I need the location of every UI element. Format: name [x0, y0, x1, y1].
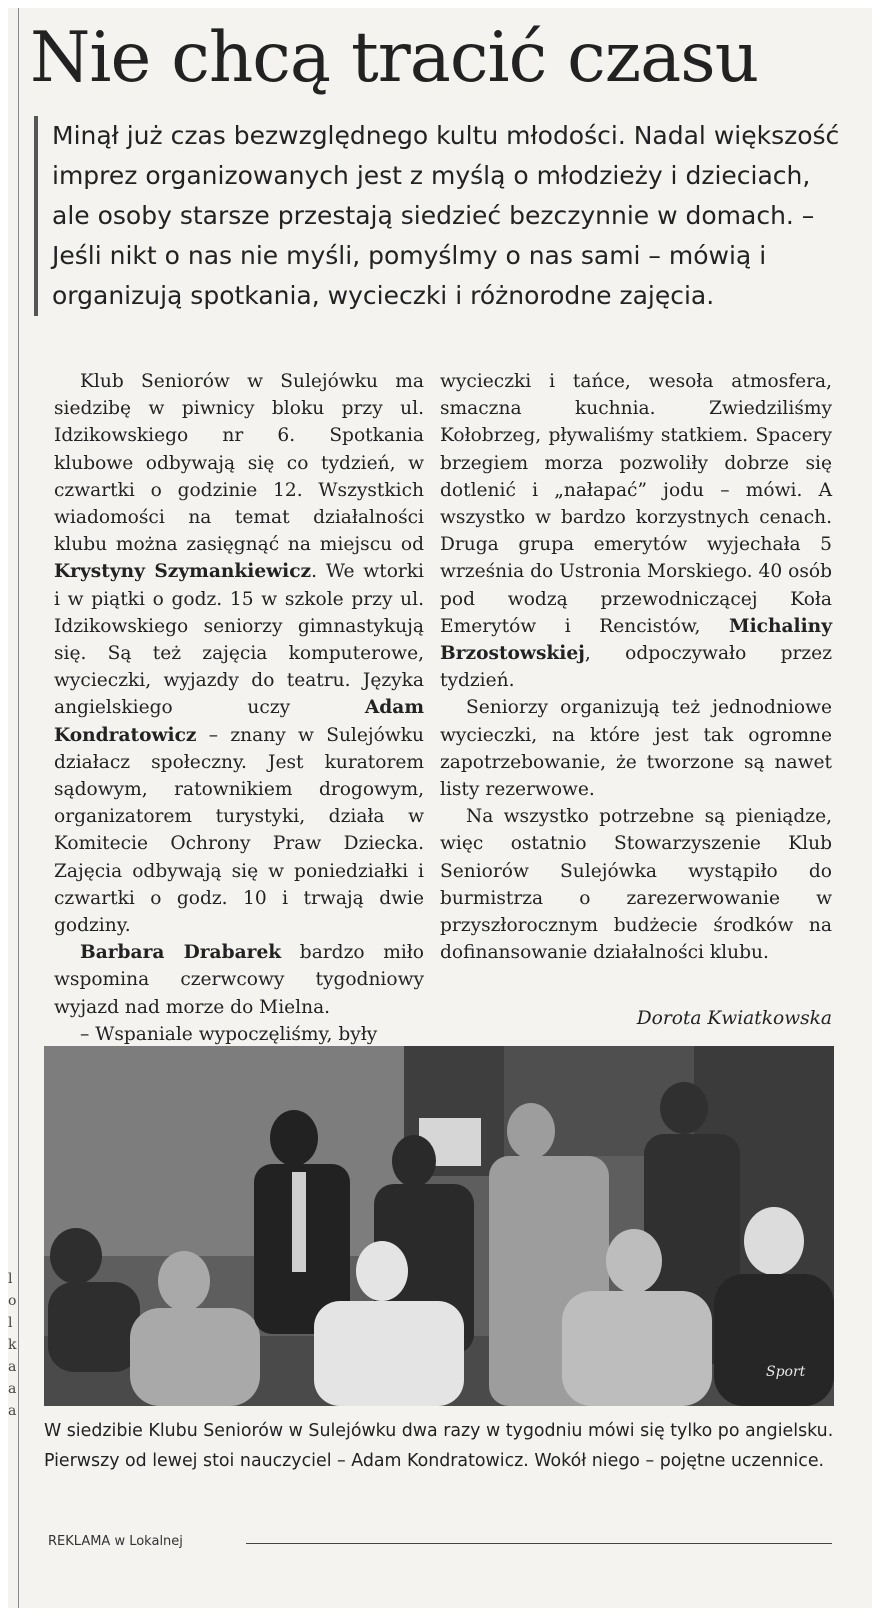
shirt-print: Sport	[766, 1364, 806, 1380]
article-photo	[44, 1046, 834, 1406]
article-column-right	[440, 368, 832, 966]
edge-letter: a	[8, 1403, 17, 1419]
photo-caption: W siedzibie Klubu Seniorów w Sulejówku dwa razy w tygodniu mówi się tylko po angielsku. Pierwszy od lewej stoi nauczyciel – Adam Kondratowicz. Wokół niego – pojętne uczennice.	[44, 1421, 834, 1471]
paragraph: Seniorzy organizują też jednodniowe wycieczki, na które jest tak ogromne zapotrzebowanie, że tworzone są nawet listy rezerwowe.	[440, 697, 832, 801]
footer-label: REKLAMA w Lokalnej	[48, 1534, 183, 1549]
edge-letter: k	[8, 1337, 17, 1353]
article-lead: Minął już czas bezwzględnego kultu młodości. Nadal większość imprez organizowanych jest z myślą o młodzieży i dzieciach, ale osoby starsze przestają siedzieć bezczynnie w domach. – Jeśli nikt o nas nie myśli, pomyślmy o nas sami – mówią i organizują spotkania, wycieczki i różnorodne zajęcia.	[34, 116, 842, 316]
photo-illustration	[44, 1046, 834, 1406]
person-name: Adam Kondratowicz	[54, 697, 424, 746]
paragraph: wycieczki i tańce, wesoła atmosfera, smaczna kuchnia. Zwiedziliśmy Kołobrzeg, pływaliśmy statkiem. Spacery brzegiem morza pozwoliły dobrze się dotlenić i „nałapać” jodu – mówi. A wszystko w bardzo korzystnych cenach. Druga grupa emerytów wyjechała 5 września do Ustronia Morskiego. 40 osób pod wodzą przewodniczącej Koła Emerytów i Rencistów, Michaliny Brzostowskiej, odpoczywało przez tydzień.	[440, 371, 832, 692]
person-name: Michaliny Brzostowskiej	[440, 615, 832, 665]
footer-rule	[246, 1543, 832, 1544]
edge-letter: l	[8, 1315, 13, 1331]
article-headline: Nie chcą tracić czasu	[30, 18, 759, 98]
author-byline: Dorota Kwiatkowska	[636, 1008, 832, 1029]
paragraph: Barbara Drabarek bardzo miło wspomina czerwcowy tygodniowy wyjazd nad morze do Mielna.	[54, 942, 424, 1018]
person-name: Barbara Drabarek	[80, 942, 282, 964]
article-column-left	[54, 368, 424, 1048]
paragraph: Na wszystko potrzebne są pieniądze, więc ostatnio Stowarzyszenie Klub Seniorów Sulejówka wystąpiło do burmistrza o zarezerwowanie w przyszłorocznym budżecie środków na dofinansowanie działalności klubu.	[440, 806, 832, 964]
adjacent-column-fragment	[8, 1268, 18, 1422]
edge-letter: o	[8, 1293, 17, 1309]
paragraph: Klub Seniorów w Sulejówku ma siedzibę w piwnicy bloku przy ul. Idzikowskiego nr 6. Spotkania klubowe odbywają się co tydzień, w czwartki o godzinie 12. Wszystkich wiadomości na temat działalności klubu można zasięgnąć na miejscu od Krystyny Szymankiewicz. We wtorki i w piątki o godz. 15 w szkole przy ul. Idzikowskiego seniorzy gimnastykują się. Są też zajęcia komputerowe, wycieczki, wyjazdy do teatru. Języka angielskiego uczy Adam Kondratowicz – znany w Sulejówku działacz społeczny. Jest kuratorem sądowym, ratownikiem drogowym, organizatorem turystyki, działa w Komitecie Ochrony Praw Dziecka. Zajęcia odbywają się w poniedziałki i czwartki o godz. 10 i trwają dwie godziny.	[54, 371, 424, 937]
left-margin-rule	[18, 8, 19, 1608]
edge-letter: a	[8, 1381, 17, 1397]
paragraph: – Wspaniale wypoczęliśmy, były	[80, 1023, 378, 1045]
edge-letter: l	[8, 1271, 13, 1287]
edge-letter: a	[8, 1359, 17, 1375]
newspaper-page	[8, 8, 872, 1608]
person-name: Krystyny Szymankiewicz	[54, 561, 312, 583]
